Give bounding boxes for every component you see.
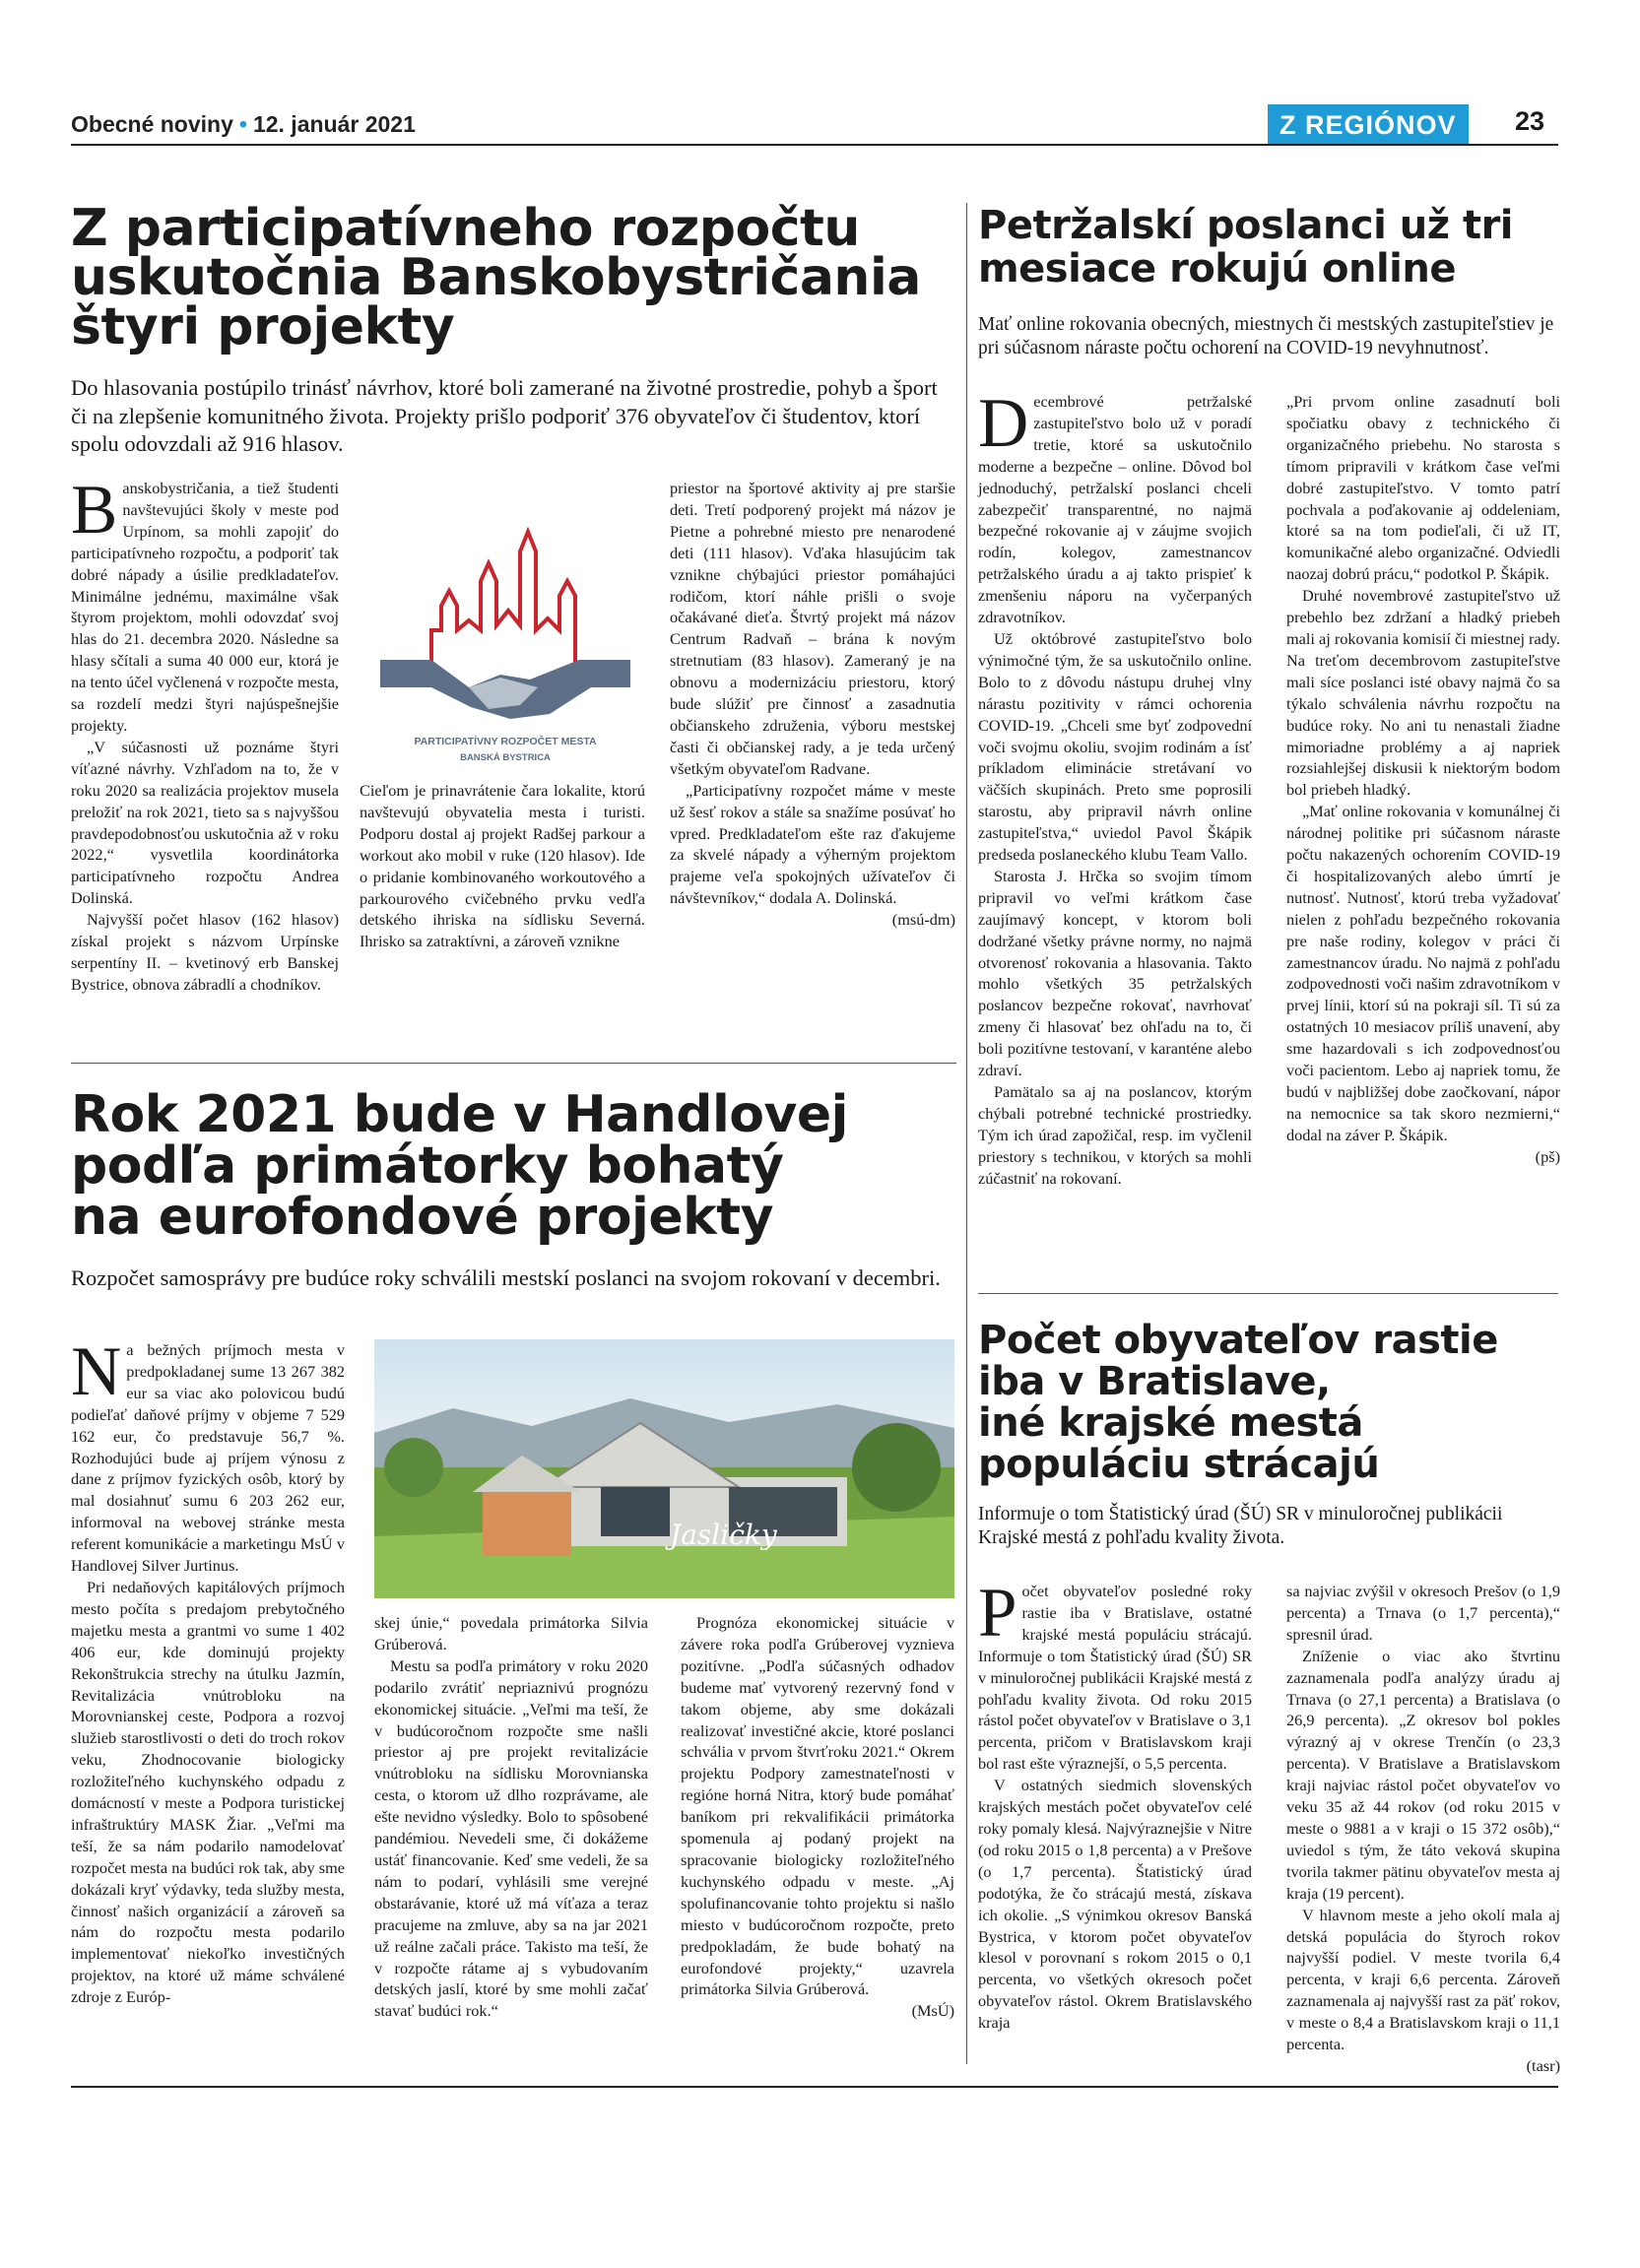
house-illustration (374, 1339, 954, 1598)
footer-rule (71, 2086, 1558, 2088)
logo-text-line1: PARTICIPATÍVNY ROZPOČET MESTA (414, 736, 597, 747)
paragraph: priestor na športové aktivity aj pre staršie deti. Tretí podporený projekt má názov je Pietne a pohrebné miesto pre nenarodené deti (111 hlasov). Vďaka hlasujúcim tak vznikne chýbajúci priestor pomáhajúci rodičom, ktorí náhle prišli o svoje očakávané dieťa. Štvrtý projekt má názov Centrum Radvaň – brána k novým stretnutiam (83 hlasov). Zameraný je na obnovu a modernizáciu priestoru, ktorý bude slúžiť pre činnosť a zasadnutia občianskeho združenia, výboru mestskej časti či občianskej rady, a je teda určený všetkým obyvateľom Radvane. (670, 479, 955, 778)
drop-cap: D (978, 385, 1029, 462)
title-line: Počet obyvateľov rastie (978, 1318, 1498, 1363)
article3-title (71, 1085, 957, 1247)
title-line: Rok 2021 bude v Handlovej (71, 1085, 849, 1144)
paragraph: sa najviac zvýšil v okresoch Prešov (o 1,9 percenta) a Trnava (o 1,7 percenta),“ spresnil úrad. (1286, 1582, 1560, 1644)
article2-col2 (1286, 391, 1560, 1168)
title-line: iba v Bratislave, (978, 1359, 1331, 1404)
paragraph: Zníženie o viac ako štvrtinu zaznamenala podľa analýzy úradu aj Trnava (o 27,1 percenta) a Bratislava (o 26,9 percenta). „Z okresov bol pokles výrazný aj v okrese Trenčín (o 23,3 percenta). V Bratislave a Bratislavskom kraji najviac rástol počet obyvateľov vo veku 35 až 44 rokov (od roku 2015 v meste o 9881 a v kraji o 15 372 osôb),“ uviedol s tým, že táto veková skupina tvorila takmer pätinu obyvateľov mesta aj kraja (19 percent). (1286, 1646, 1560, 1903)
article1-col3 (670, 478, 955, 931)
bullet-dot: • (238, 111, 247, 137)
publication-name: Obecné noviny (71, 111, 233, 137)
paragraph: „Mať online rokovania v komunálnej či národnej politike pri súčasnom náraste počtu nakazených ochorením COVID-19 či hospitalizovaných alebo úmrtí je nutnosť. Nutnosť, ktorú treba vyžadovať nielen z pohľadu bezpečného rokovania pre naše rodiny, kolegov v práci či zamestnancov úradu. No najmä z pohľadu zodpovednosti voči našim zdravotníkom v prvej línii, ktorí sú na pokraji síl. Ti sú za ostatných 10 mesiacov príliš unavení, aby sme hazardovali s ich zodpovednosťou voči pacientom. Lebo aj napriek tomu, že budú v najbližšej dobe zaočkovaní, nápor na nemocnice sa tak skoro nezmierni,“ dodal na záver P. Škápik. (1286, 802, 1560, 1144)
article1-lead: Do hlasovania postúpilo trinásť návrhov, ktoré boli zamerané na životné prostredie, pohyb a šport či na zlepšenie komunitného života. Projekty prišlo podporiť 376 obyvateľov či študentov, ktorí spolu odovzdali až 916 hlasov. (71, 375, 938, 456)
paragraph: Najvyšší počet hlasov (162 hlasov) získal projekt s názvom Urpínske serpentíny II. – kvetinový erb Banskej Bystrice, obnova zábradlí a chodníkov. (71, 910, 339, 994)
article4-lead: Informuje o tom Štatistický úrad (ŠÚ) SR v minuloročnej publikácii Krajské mestá z pohľadu kvality života. (978, 1504, 1503, 1548)
article3-col3 (681, 1612, 954, 2022)
section-divider-right (978, 1293, 1558, 1294)
nursery-building-photo (374, 1339, 954, 1598)
paragraph: Druhé novembrové zastupiteľstvo už prebehlo bez zdržaní a hladký priebeh mali aj rokovania komisií či miestnej rady. Na treťom decembrovom zastupiteľstve mali síce poslanci isté obavy najmä čo sa týkalo schválenia návrhu rozpočtu na budúce roky. No ani tu nenastali žiadne mimoriadne problémy a aj napriek rozsiahlejšej diskusii k niektorým bodom bol priebeh hladký. (1286, 586, 1560, 800)
article4-col2 (1286, 1581, 1560, 2077)
paragraph: skej únie,“ povedala primátorka Silvia Grúberová. (374, 1613, 648, 1653)
section-badge: Z REGIÓNOV (1268, 104, 1469, 144)
signature: (tasr) (1526, 2055, 1560, 2075)
paragraph: Už októbrové zastupiteľstvo bolo výnimočné tým, že sa uskutočnilo online. Bolo to z dôvodu nástupu druhej vlny nárastu pozitivity v rámci ochorenia COVID-19. „Chceli sme byť zodpovední voči svojmu okoliu, svojim rodinám a ísť príkladom eliminácie stretávaní vo väčších skupinách. Preto sme poprosili starostu, aby pripravil návrh online zastupiteľstva,“ uviedol Pavol Škápik predseda poslaneckého klubu Team Vallo. (978, 628, 1252, 865)
paragraph: V ostatných siedmich slovenských krajských mestách počet obyvateľov celé roky pomaly klesá. Najvýraznejšie v Nitre (od roku 2015 o 1,8 percenta) a v Prešove (o 1,7 percenta). Štatistický úrad podotýka, že čo strácajú mestá, získava ich okolie. „S výnimkou okresov Banská Bystrica, v ktorom počet obyvateľov klesol v porovnaní s rokom 2015 o 0,1 percenta, vo všetkých okresoch počet obyvateľov rástol. Okrem Bratislavského kraja (978, 1776, 1252, 2033)
title-line: mesiace rokujú online (978, 246, 1456, 292)
paragraph: Pri nedaňových kapitálových príjmoch mesto počíta s predajom prebytočného majetku mesta a grantmi vo sume 1 402 406 eur, kde dominujú projekty Rekonštrukcia strechy na útulku Jazmín, Revitalizácia vnútrobloku na Morovnianskej ceste, Podpora a rozvoj služieb starostlivosti o deti do troch rokov veku, Zhodnocovanie biologicky rozložiteľného kuchynského odpadu z domácností v meste a Podpora turistickej infraštruktúry MASK Žiar. „Veľmi ma teší, že sa nám podarilo namodelovať rozpočet mesta na budúci rok tak, aby sme dokázali kryť výdavky, teda služby mesta, činnosť našich organizácií a zároveň sa nám do rozpočtu mesta podarilo implementovať niekoľko investičných projektov, na ktoré už máme schválené zdroje z Európ- (71, 1577, 345, 2007)
drop-cap: B (71, 472, 118, 549)
paragraph: Cieľom je prinavrátenie čara lokalite, ktorú navštevujú obyvatelia mesta i turisti. Podporu dostal aj projekt Radšej parkour a workout ako mobil v ruke (120 hlasov). Ide o pridanie kombinovaného workoutového a parkourového cvičebného prvku vedľa detského ihriska na sídlisku Severná. Ihrisko sa zatraktívni, a zároveň vznikne (360, 781, 645, 951)
logo-text-line2: BANSKÁ BYSTRICA (460, 752, 551, 763)
paragraph: Prognóza ekonomickej situácie v závere roka podľa Grúberovej vyznieva pozitívne. „Podľa súčasných odhadov budeme mať vytvorený rezervný fond v takom objeme, aby sme dokázali realizovať investičné akcie, ktoré poslanci schvália v prvom štvrťroku 2021.“ Okrem projektu Podpory zamestnateľnosti v regióne horná Nitra, ktorý bude pomáhať baníkom pri rekvalifikácii primátorka spomenula aj podaný projekt na spracovanie biologicky rozložiteľného kuchynského odpadu v meste. „Aj spolufinancovanie tohto projektu si našlo miesto v budúcoročnom rozpočte, preto predpokladám, že bude bohatý na eurofondové projekty,“ uzavrela primátorka Silvia Grúberová. (681, 1613, 954, 1999)
column-divider (966, 203, 967, 2064)
article1-title (71, 199, 957, 356)
photo-sign-text: Jasličky (670, 1519, 777, 1551)
paragraph: očet obyvateľov posledné roky rastie iba v Bratislave, ostatné krajské mestá populáciu strácajú. Informuje o tom Štatistický úrad (ŠÚ) SR v minuloročnej publikácii Krajské mestá z pohľadu kvality života. Od roku 2015 rástol počet obyvateľov v Bratislave o 3,1 percenta, pričom v Bratislavskom kraji bol rast ešte výraznejší, o 5,5 percenta. (978, 1582, 1252, 1774)
drop-cap: N (71, 1333, 122, 1410)
paragraph: Starosta J. Hrčka so svojim tímom pripravil vo veľmi krátkom čase zaujímavý koncept, v ktorom boli dodržané všetky právne normy, no najmä otvorenosť rokovania a hlasovania. Takto mohlo všetkých 35 petržalských poslancov bezpečne rokovať, navrhovať zmeny či hlasovať bez ohľadu na to, či boli pozitívne testovaní, v karanténe alebo zdraví. (978, 866, 1252, 1080)
paragraph: Mestu sa podľa primátory v roku 2020 podarilo zvrátiť nepriaznivú prognózu ekonomickej situácie. „Veľmi ma teší, že v budúcoročnom rozpočte sme našli priestor aj pre projekt revitalizácie vnútrobloku na sídlisku Morovnianska cesta, o ktorom už dlho rozprávame, ale ešte nevidno výsledky. Bolo to spôsobené pandémiou. Nevedeli sme, či dokážeme ustáť financovanie. Keď sme vedeli, že sa nám to podarí, vyhlásili sme verejné obstarávanie, ktoré už má víťaza a teraz pracujeme na zmluve, aby sa na jar 2021 už reálne začali práce. Takisto ma teší, že v rozpočte rátame aj s vybudovaním detských jaslí, ktoré by sme mohli začať stavať budúci rok.“ (374, 1655, 648, 2021)
article4-title (978, 1320, 1559, 1485)
paragraph: „Participatívny rozpočet máme v meste už šesť rokov a stále sa snažíme posúvať ho vpred. Predkladateľom ešte raz ďakujeme za skvelé nápady a výherným projektom prajeme veľa spokojných užívateľov či návštevníkov,“ dodala A. Dolinská. (670, 780, 955, 908)
title-line: iné krajské mestá (978, 1400, 1363, 1446)
drop-cap: P (978, 1575, 1017, 1652)
article1-col1 (71, 472, 339, 996)
paragraph: „V súčasnosti už poznáme štyri víťazné návrhy. Vzhľadom na to, že v roku 2020 sa realizácia projektov musela preložiť na rok 2021, tieto sa s najvyššou pravdepodobnosťou uskutočnia až v roku 2022,“ vysvetlila koordinátorka participatívneho rozpočtu Andrea Dolinská. (71, 737, 339, 908)
signature: (MsÚ) (911, 2001, 954, 2021)
article2-title (978, 204, 1559, 291)
title-line: uskutočnia Banskobystričania (71, 248, 921, 307)
city-handshake-icon (372, 512, 638, 768)
title-line: podľa primátorky bohatý (71, 1136, 784, 1196)
article1-col2 (360, 780, 645, 952)
article3-lead: Rozpočet samosprávy pre budúce roky schválili mestskí poslanci na svojom rokovaní v decembri. (71, 1265, 941, 1290)
title-line: Petržalskí poslanci už tri (978, 203, 1514, 248)
issue-date: 12. január 2021 (252, 111, 416, 137)
paragraph: „Pri prvom online zasadnutí boli spočiatku obavy z technického či organizačného priebehu. No starosta s tímom pripravili v krátkom čase veľmi dobré zastupiteľstvo. V tomto patrí pochvala a poďakovanie aj oddeleniam, ktoré sa na tom podieľali, či už IT, komunikačné alebo organizačné. Odviedli naozaj dobrú prácu,“ podotkol P. Škápik. (1286, 392, 1560, 584)
participatory-budget-logo (372, 512, 638, 768)
article4-col1 (978, 1575, 1252, 2034)
section-divider-left (71, 1063, 956, 1064)
paragraph: Pamätalo sa aj na poslancov, ktorým chýbali potrebné technické prostriedky. Tým ich úrad zapožičal, resp. im vyčlenil priestory s technikou, v ktorých sa mohli zúčastniť na rokovaní. (978, 1082, 1252, 1188)
title-line: populáciu strácajú (978, 1442, 1380, 1487)
signature: (pš) (1535, 1146, 1560, 1166)
title-line: na eurofondové projekty (71, 1188, 773, 1247)
title-line: štyri projekty (71, 297, 455, 356)
article3-col2 (374, 1612, 648, 2022)
paragraph: V hlavnom meste a jeho okolí mala aj detská populácia do štyroch rokov najvyšší podiel. V meste tvorila 6,4 percenta, v kraji 6,6 percenta. Zároveň zaznamenala aj najvyšší rast za päť rokov, v meste o 8,4 a Bratislavskom kraji o 11,1 percenta. (1286, 1905, 1560, 2054)
paragraph: a bežných príjmoch mesta v predpokladanej sume 13 267 382 eur sa viac ako polovicou budú podieľať daňové príjmy v objeme 7 529 162 eur, čo predstavuje 56,7 %. Rozhodujúci bude aj príjem výnosu z dane z príjmov fyzických osôb, ktorý by mal dosiahnuť sumu 6 203 262 eur, informoval na webovej stránke mesta referent komunikácie a marketingu MsÚ v Handlovej Silver Jurtinus. (71, 1340, 345, 1576)
article2-lead: Mať online rokovania obecných, miestnych či mestských zastupiteľstiev je pri súčasnom náraste počtu ochorení na COVID-19 nevyhnutnosť. (978, 314, 1554, 358)
signature: (msú-dm) (891, 910, 955, 930)
paragraph: anskobystričania, a tiež študenti navštevujúci školy v meste pod Urpínom, sa mohli zapojiť do participatívneho rozpočtu, a podporiť tak dobré nápady a úsilie predkladateľov. Minimálne jednému, maximálne však štyrom projektom, mohli odovzdať svoj hlas do 21. decembra 2020. Následne sa hlasy sčítali a suma 40 000 eur, ktorá je na tento účel vyčlenená v rozpočte mesta, sa rozdelí medzi štyri najúspešnejšie projekty. (71, 479, 339, 735)
page-header (71, 111, 416, 138)
article3-col1 (71, 1333, 345, 2008)
page-number: 23 (1515, 106, 1545, 136)
header-rule (71, 144, 1558, 146)
article2-col1 (978, 385, 1252, 1190)
paragraph: ecembrové petržalské zastupiteľstvo bolo už v poradí tretie, ktoré sa uskutočnilo moderne a bezpečne – online. Dôvod bol jednoduchý, petržalskí poslanci chceli zabezpečiť transparentné, no najmä bezpečné rokovanie aj v záujme svojich rodín, kolegov, zamestnancov petržalského úradu a aj takto prispieť k zmenšeniu náporu na vyčerpaných zdravotníkov. (978, 392, 1252, 627)
title-line: Z participatívneho rozpočtu (71, 199, 860, 258)
